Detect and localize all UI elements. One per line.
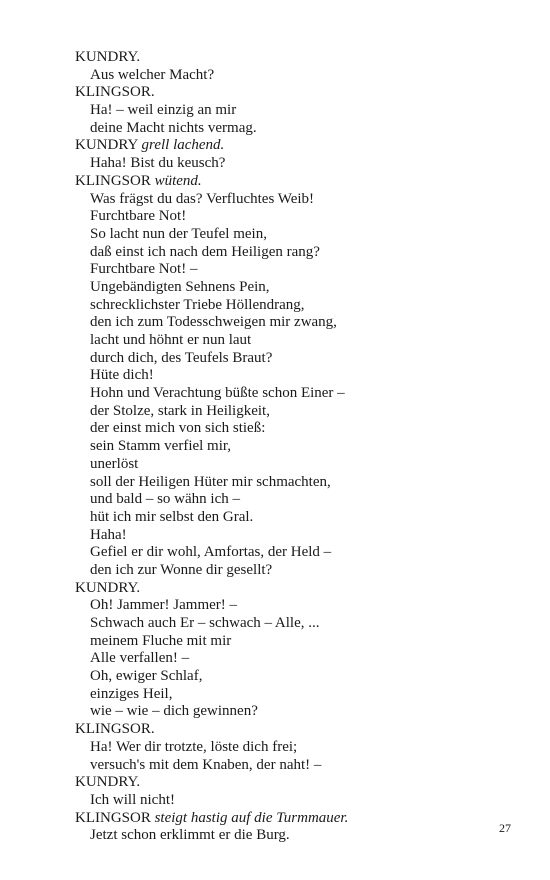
verse-line: Oh! Jammer! Jammer! – <box>90 597 238 614</box>
speaker-name: KUNDRY. <box>75 579 141 596</box>
speaker-line <box>75 137 515 155</box>
verse-line: Oh, ewiger Schlaf, <box>90 668 203 685</box>
stage-direction: wütend. <box>154 172 202 189</box>
verse-line: Ich will nicht! <box>90 791 175 808</box>
verse-line: der einst mich von sich stieß: <box>90 420 266 437</box>
verse-line: Ha! – weil einzig an mir <box>90 102 237 119</box>
verse-line: schrecklichster Triebe Höllendrang, <box>90 296 305 313</box>
verse-line: lacht und höhnt er nun laut <box>90 332 252 348</box>
speaker-name: KLINGSOR. <box>75 84 155 101</box>
verse-line: Was frägst du das? Verfluchtes Weib! <box>90 190 315 207</box>
verse-line: den ich zur Wonne dir gesellt? <box>90 561 273 578</box>
speaker-line <box>75 49 515 67</box>
speaker-name: KLINGSOR <box>75 172 151 189</box>
verse-line: So lacht nun der Teufel mein, <box>90 225 267 242</box>
verse-line: Alle verfallen! – <box>90 650 190 667</box>
stage-direction: grell lachend. <box>141 137 225 154</box>
speaker-line <box>75 721 515 739</box>
verse-line: Schwach auch Er – schwach – Alle, ... <box>90 615 320 631</box>
speaker-line <box>75 810 515 828</box>
speaker-name: KUNDRY. <box>75 774 141 791</box>
verse-line: versuch's mit dem Knaben, der naht! – <box>90 756 322 773</box>
verse-line: durch dich, des Teufels Braut? <box>90 349 273 366</box>
verse-line: unerlöst <box>90 455 139 472</box>
verse-line: Jetzt schon erklimmt er die Burg. <box>90 827 290 844</box>
verse-line: Gefiel er dir wohl, Amfortas, der Held – <box>90 544 332 561</box>
verse-line: deine Macht nichts vermag. <box>90 119 257 136</box>
verse-line: Ungebändigten Sehnens Pein, <box>90 278 270 295</box>
verse-line: einziges Heil, <box>90 685 173 702</box>
stage-direction: steigt hastig auf die Turmmauer. <box>154 809 349 826</box>
verse-line: Haha! Bist du keusch? <box>90 155 226 172</box>
verse-line: den ich zum Todesschweigen mir zwang, <box>90 314 337 331</box>
page-body <box>75 49 515 845</box>
verse-line: Furchtbare Not! <box>90 208 187 225</box>
verse-line: meinem Fluche mit mir <box>90 632 232 649</box>
speaker-name: KUNDRY. <box>75 49 141 65</box>
verse-line: Hohn und Verachtung büßte schon Einer – <box>90 385 345 402</box>
verse-line: und bald – so wähn ich – <box>90 491 240 508</box>
verse-line: Ha! Wer dir trotzte, löste dich frei; <box>90 738 298 755</box>
verse-line: soll der Heiligen Hüter mir schmachten, <box>90 473 331 490</box>
page-number: 27 <box>499 821 511 835</box>
speaker-line <box>75 580 515 598</box>
verse-line: Hüte dich! <box>90 367 154 384</box>
verse-line: hüt ich mir selbst den Gral. <box>90 508 254 525</box>
speaker-name: KUNDRY <box>75 137 138 154</box>
speaker-name: KLINGSOR <box>75 809 151 826</box>
verse-line: Aus welcher Macht? <box>90 66 215 83</box>
verse-line: daß einst ich nach dem Heiligen rang? <box>90 243 320 260</box>
speaker-line <box>75 774 515 792</box>
speaker-line <box>75 84 515 102</box>
verse-line: der Stolze, stark in Heiligkeit, <box>90 402 270 419</box>
speaker-name: KLINGSOR. <box>75 721 155 738</box>
verse-line: wie – wie – dich gewinnen? <box>90 703 258 720</box>
verse-line: sein Stamm verfiel mir, <box>90 438 232 455</box>
verse-line: Furchtbare Not! – <box>90 261 198 278</box>
verse-line: Haha! <box>90 526 127 543</box>
speaker-line <box>75 173 515 191</box>
